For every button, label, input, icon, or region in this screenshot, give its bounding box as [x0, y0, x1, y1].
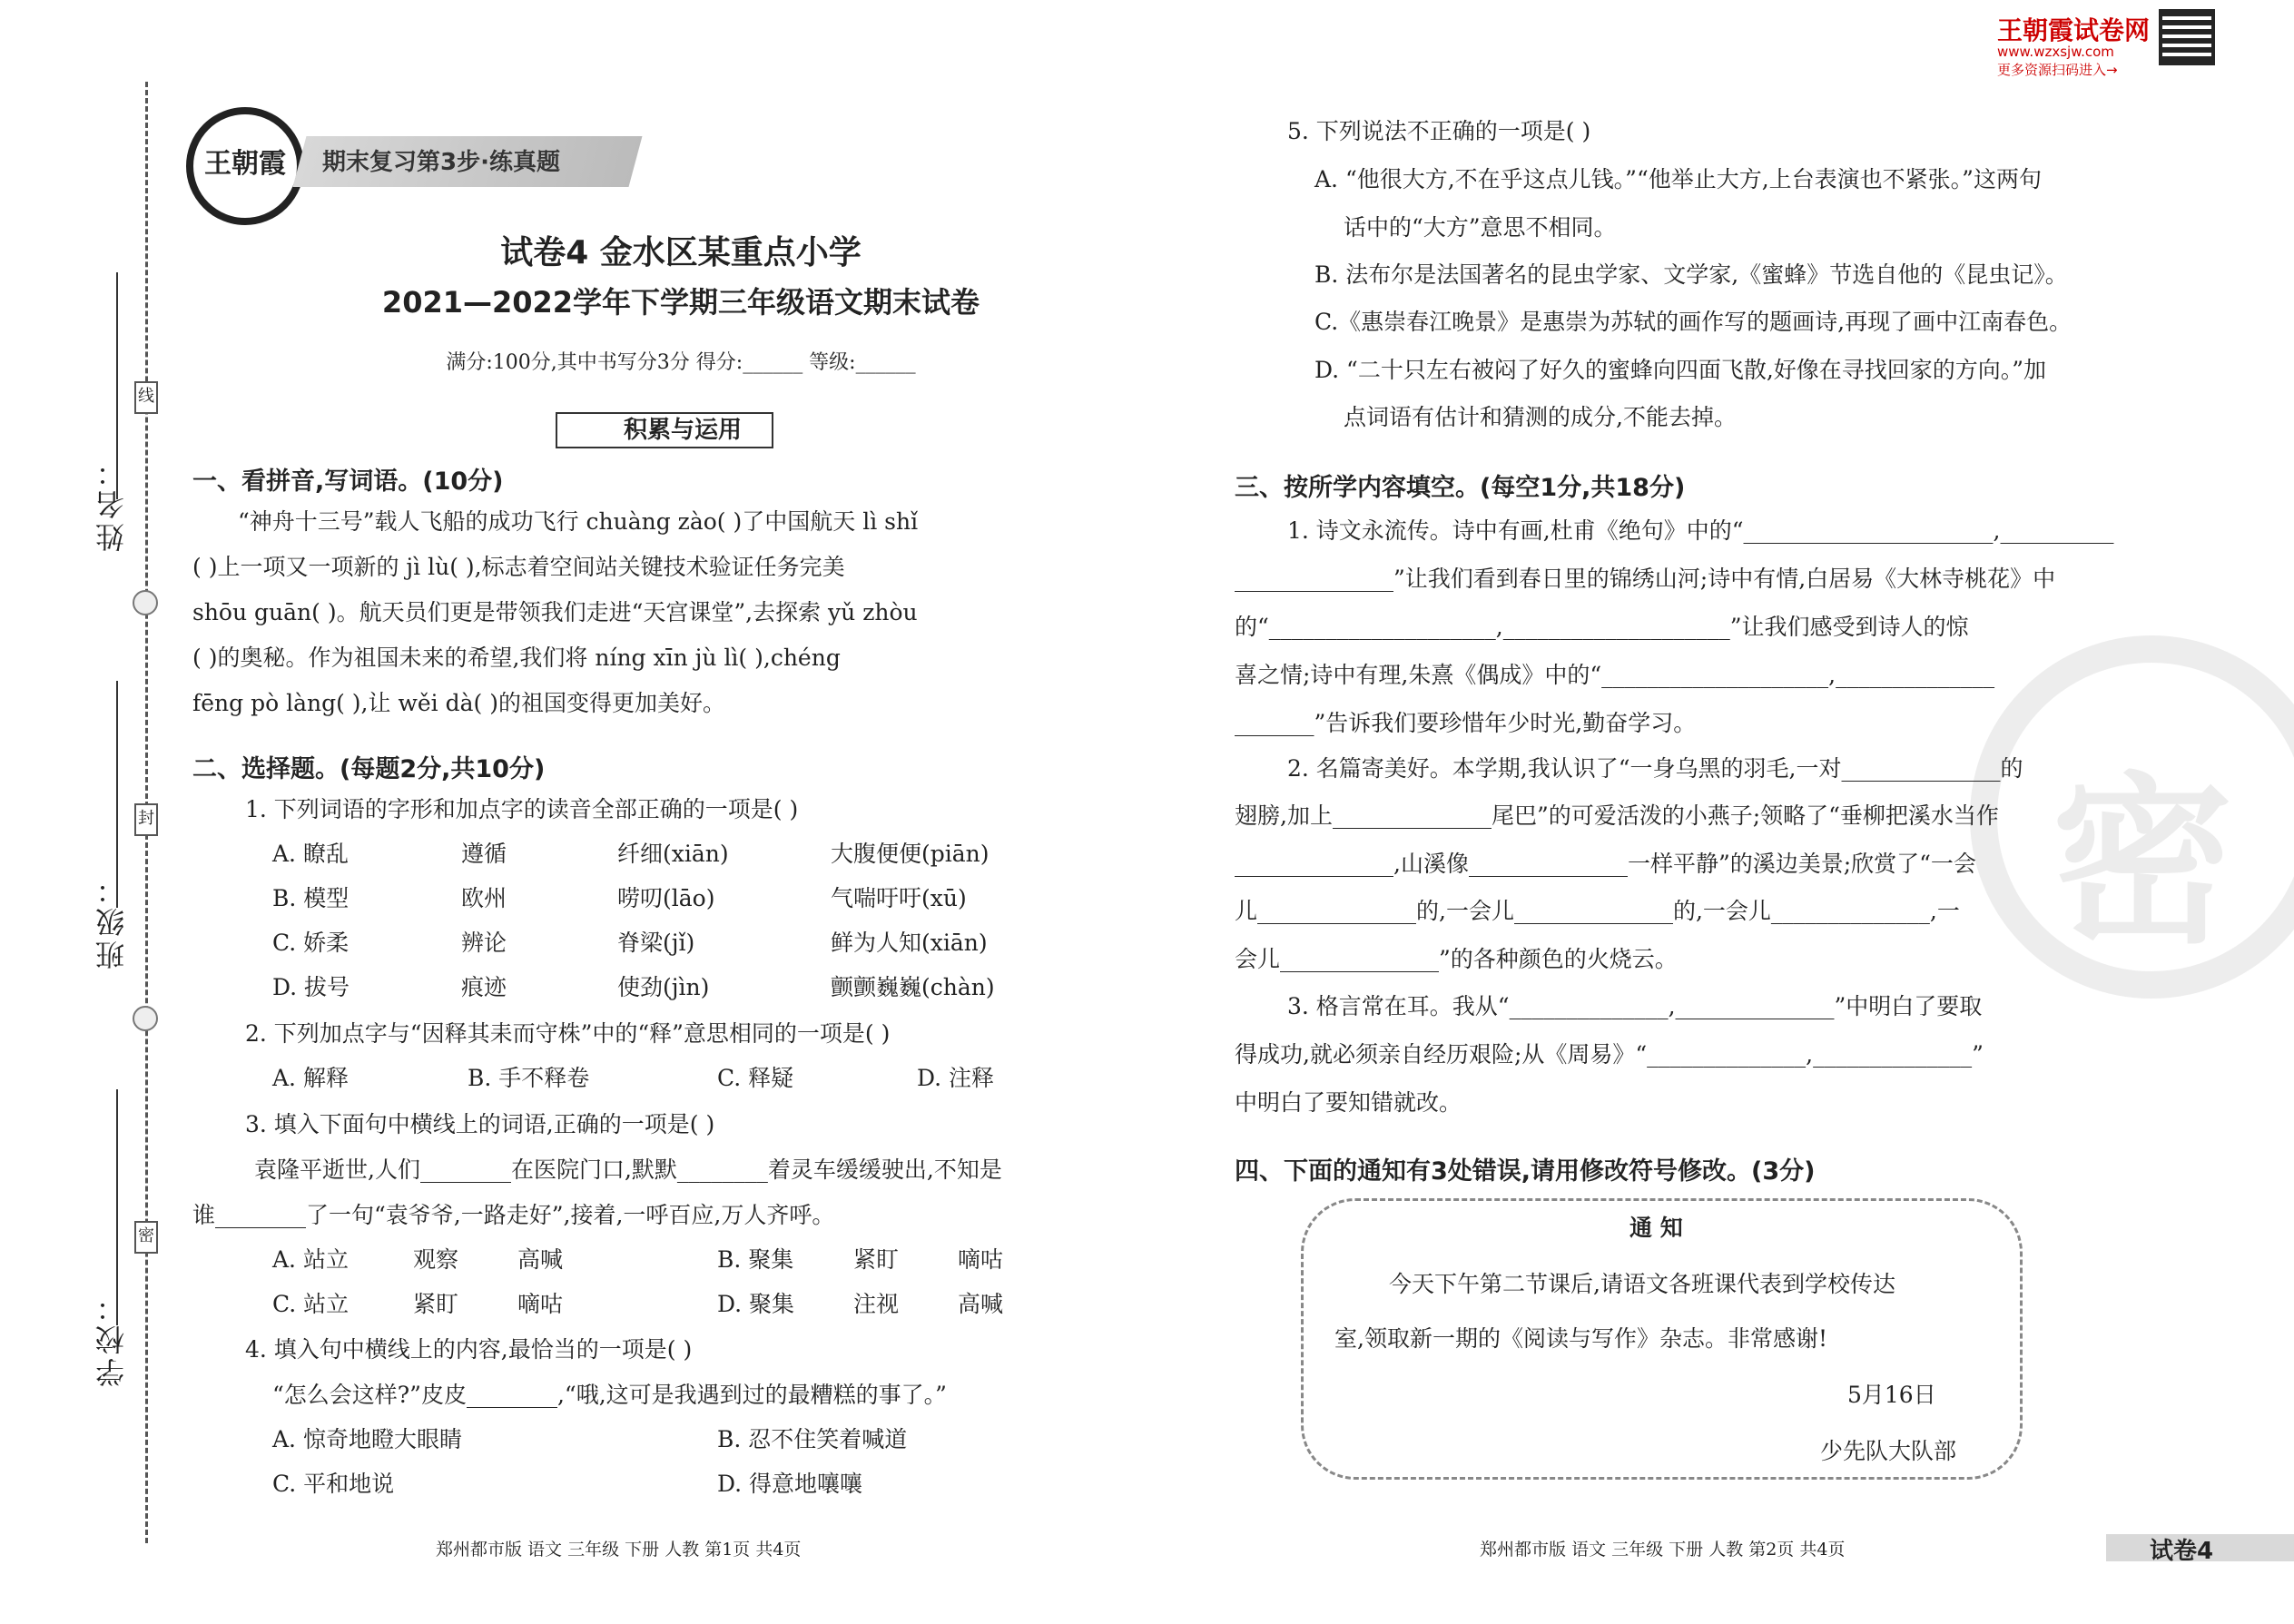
- option-text: 点词语有估计和猜测的成分,不能去掉。: [1344, 404, 1737, 430]
- option-word: 颤颤巍巍(chàn): [831, 974, 995, 1000]
- option[interactable]: B. 聚集: [717, 1246, 794, 1273]
- option-word: 纤细(xiān): [617, 841, 729, 867]
- notice-body[interactable]: 室,领取新一期的《阅读与写作》杂志。非常感谢!: [1334, 1325, 1827, 1352]
- notice-body[interactable]: 今天下午第二节课后,请语文各班课代表到学校传达: [1389, 1271, 1895, 1297]
- q2-1-stem: 1. 下列词语的字形和加点字的读音全部正确的一项是( ): [245, 796, 799, 822]
- brand-logo: 王朝霞: [186, 107, 304, 225]
- banner-text: 期末复习第3步·练真题: [322, 149, 560, 176]
- q1-line[interactable]: ( )的奥秘。作为祖国未来的希望,我们将 níng xīn jù lì( ),chéng: [192, 645, 841, 671]
- paper-tag: 试卷4: [2150, 1538, 2214, 1565]
- option-text: 话中的“大方”意思不相同。: [1344, 214, 1617, 241]
- option-word: 遵循: [461, 841, 507, 867]
- option[interactable]: C.《惠崇春江晚景》是惠崇为苏轼的画作写的题画诗,再现了画中江南春色。: [1314, 309, 2072, 335]
- class-label: 班级：: [94, 871, 129, 969]
- q3-line[interactable]: 得成功,就必须亲自经历艰险;从《周易》“______________,______________”: [1235, 1041, 1984, 1068]
- option-word: 观察: [413, 1246, 459, 1273]
- q1-heading: 一、看拼音,写词语。(10分): [192, 468, 504, 496]
- q1-line[interactable]: fēng pò làng( ),让 wěi dà( )的祖国变得更加美好。: [192, 690, 725, 716]
- option-word: 痕迹: [461, 974, 507, 1000]
- footer-right: 郑州都市版 语文 三年级 下册 人教 第2页 共4页: [1480, 1540, 1846, 1560]
- qr-code-icon[interactable]: [2159, 9, 2215, 65]
- option[interactable]: B. 法布尔是法国著名的昆虫学家、文学家,《蜜蜂》节选自他的《昆虫记》。: [1314, 261, 2068, 288]
- school-field[interactable]: [116, 1089, 118, 1325]
- stamp-char: 密: [2052, 757, 2234, 969]
- option-word: 大腹便便(piān): [831, 841, 989, 867]
- exam-subtitle: 2021—2022学年下学期三年级语文期末试卷: [381, 285, 980, 320]
- q2-heading: 二、选择题。(每题2分,共10分): [192, 755, 546, 783]
- q2-4-stem: 4. 填入句中横线上的内容,最恰当的一项是( ): [245, 1336, 693, 1363]
- option-word: 注视: [853, 1291, 900, 1317]
- q3-line[interactable]: 儿______________的,一会儿______________的,一会儿______________,一: [1235, 898, 1960, 924]
- punch-hole-icon: [133, 590, 158, 615]
- q1-line[interactable]: shōu guān( )。航天员们更是带领我们走进“天宫课堂”,去探索 yǔ zhòu: [192, 599, 918, 625]
- q2-4-text: “怎么会这样?”皮皮________,“哦,这可是我遇到过的最糟糕的事了。”: [272, 1382, 947, 1408]
- q2-2-stem: 2. 下列加点字与“因释其耒而守株”中的“释”意思相同的一项是( ): [245, 1020, 891, 1047]
- option[interactable]: D. 注释: [917, 1065, 995, 1091]
- q3-line[interactable]: 喜之情;诗中有理,朱熹《偶成》中的“____________________,______________: [1235, 662, 1995, 688]
- q3-line[interactable]: 2. 名篇寄美好。本学期,我认识了“一身乌黑的羽毛,一对______________的: [1287, 755, 2023, 782]
- option[interactable]: C. 站立: [272, 1291, 350, 1317]
- option-word: 高喊: [517, 1246, 564, 1273]
- q3-line[interactable]: 的“____________________,____________________”让我们感受到诗人的惊: [1235, 614, 1969, 640]
- q2-5-stem: 5. 下列说法不正确的一项是( ): [1287, 118, 1591, 144]
- name-field[interactable]: [116, 272, 118, 499]
- option-word: 高喊: [958, 1291, 1004, 1317]
- option[interactable]: C. 娇柔: [272, 930, 350, 956]
- notice-sign[interactable]: 少先队大队部: [1820, 1438, 1957, 1464]
- section-label: 积累与运用: [556, 412, 773, 448]
- binding-strip: [0, 0, 182, 1624]
- q3-line[interactable]: ______________”让我们看到春日里的锦绣山河;诗中有情,白居易《大林寺桃花》中: [1235, 566, 2056, 592]
- school-label: 学校：: [94, 1289, 129, 1387]
- q1-line[interactable]: ( )上一项又一项新的 jì lù( ),标志着空间站关键技术验证任务完美: [192, 554, 845, 580]
- option-word: 唠叨(lāo): [617, 885, 715, 911]
- option-word: 嘀咕: [958, 1246, 1004, 1273]
- seal-xian: 线: [134, 381, 158, 414]
- name-label: 姓名：: [94, 454, 129, 552]
- option[interactable]: B. 手不释卷: [468, 1065, 590, 1091]
- option-word: 嘀咕: [517, 1291, 564, 1317]
- notice-title: 通 知: [1629, 1215, 1683, 1241]
- option[interactable]: D. 得意地嚷嚷: [717, 1471, 863, 1497]
- option[interactable]: A. 解释: [272, 1065, 349, 1091]
- option-word: 辨论: [461, 930, 507, 956]
- q3-heading: 三、按所学内容填空。(每空1分,共18分): [1235, 474, 1686, 502]
- option-word: 紧盯: [413, 1291, 459, 1317]
- q3-line[interactable]: 1. 诗文永流传。诗中有画,杜甫《绝句》中的“______________________,__________: [1287, 517, 2114, 544]
- option[interactable]: A. “他很大方,不在乎这点儿钱。”“他举止大方,上台表演也不紧张。”这两句: [1314, 166, 2042, 192]
- q4-heading: 四、下面的通知有3处错误,请用修改符号修改。(3分): [1235, 1157, 1816, 1186]
- option-word: 鲜为人知(xiān): [831, 930, 988, 956]
- option[interactable]: D. 拔号: [272, 974, 350, 1000]
- option[interactable]: B. 模型: [272, 885, 350, 911]
- class-field[interactable]: [116, 681, 118, 908]
- score-line: 满分:100分,其中书写分3分 得分:______ 等级:______: [446, 351, 916, 374]
- footer-left: 郑州都市版 语文 三年级 下册 人教 第1页 共4页: [436, 1540, 802, 1560]
- q1-line[interactable]: “神舟十三号”载人飞船的成功飞行 chuàng zào( )了中国航天 lì shǐ: [238, 508, 919, 535]
- option[interactable]: C. 释疑: [717, 1065, 794, 1091]
- q3-line[interactable]: 翅膀,加上______________尾巴”的可爱活泼的小燕子;领略了“垂柳把溪水当作: [1235, 802, 1999, 829]
- option-word: 紧盯: [853, 1246, 900, 1273]
- q3-line[interactable]: 会儿______________”的各种颜色的火烧云。: [1235, 946, 1678, 972]
- q2-3-stem: 3. 填入下面句中横线上的词语,正确的一项是( ): [245, 1111, 715, 1137]
- q2-3-text: 谁________了一句“袁爷爷,一路走好”,接着,一呼百应,万人齐呼。: [192, 1202, 835, 1228]
- q2-3-text: 袁隆平逝世,人们________在医院门口,默默________着灵车缓缓驶出,不知是: [254, 1156, 1002, 1183]
- q3-line[interactable]: _______”告诉我们要珍惜年少时光,勤奋学习。: [1235, 710, 1697, 736]
- q3-line[interactable]: ______________,山溪像______________一样平静”的溪边美景;欣赏了“一会: [1235, 851, 1976, 877]
- option[interactable]: D. “二十只左右被闷了好久的蜜蜂向四面飞散,好像在寻找回家的方向。”加: [1314, 357, 2047, 383]
- option-word: 欧州: [461, 885, 507, 911]
- option[interactable]: A. 站立: [272, 1246, 349, 1273]
- option[interactable]: D. 聚集: [717, 1291, 795, 1317]
- seal-feng: 封: [134, 803, 158, 836]
- notice-date[interactable]: 5月16日: [1847, 1382, 1936, 1408]
- brand-url[interactable]: www.wzxsjw.com 更多资源扫码进入→: [1997, 44, 2118, 78]
- option[interactable]: B. 忍不住笑着喊道: [717, 1426, 908, 1452]
- punch-hole-icon: [133, 1006, 158, 1031]
- option[interactable]: C. 平和地说: [272, 1471, 395, 1497]
- q3-line[interactable]: 中明白了要知错就改。: [1235, 1089, 1462, 1116]
- exam-title: 试卷4 金水区某重点小学: [500, 234, 861, 271]
- option-word: 使劲(jìn): [617, 974, 710, 1000]
- brand-name[interactable]: 王朝霞试卷网: [1997, 15, 2151, 45]
- option[interactable]: A. 瞭乱: [272, 841, 349, 867]
- option-word: 气喘吁吁(xū): [831, 885, 967, 911]
- option-word: 脊梁(jǐ): [617, 930, 695, 956]
- q3-line[interactable]: 3. 格言常在耳。我从“______________,______________”中明白了要取: [1287, 993, 1983, 1019]
- seal-mi: 密: [134, 1221, 158, 1254]
- option[interactable]: A. 惊奇地瞪大眼睛: [272, 1426, 462, 1452]
